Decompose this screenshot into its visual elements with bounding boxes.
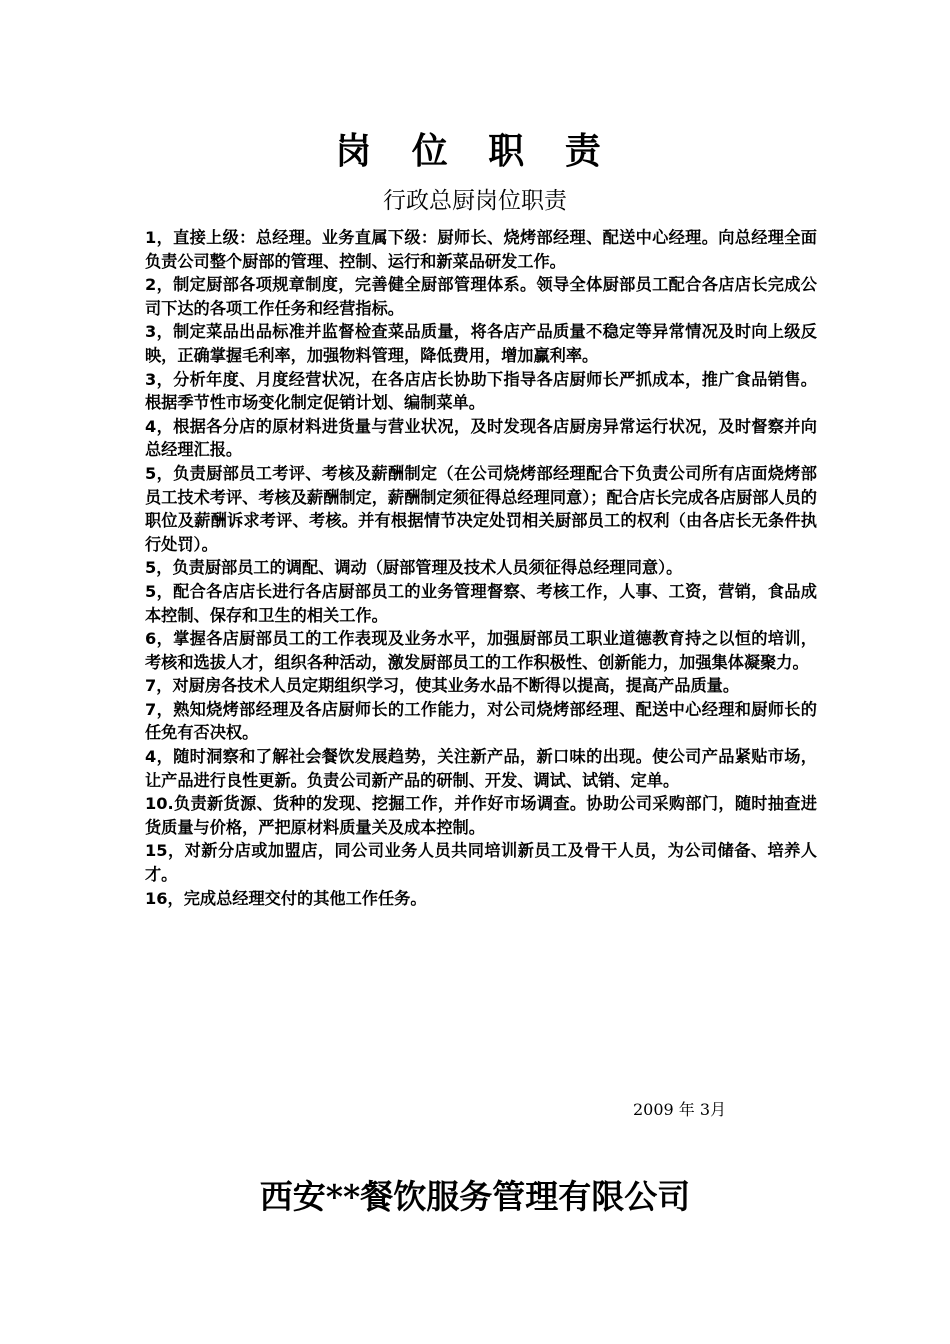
duty-item-11: 7，熟知烧烤部经理及各店厨师长的工作能力，对公司烧烤部经理、配送中心经理和厨师长的任免有否决权。 bbox=[145, 699, 817, 743]
duty-item-9: 6，掌握各店厨部员工的工作表现及业务水平，加强厨部员工职业道德教育持之以恒的培训，考核和选拔人才，组织各种活动，激发厨部员工的工作积极性、创新能力，加强集体凝聚力。 bbox=[145, 629, 817, 672]
page-subtitle: 行政总厨岗位职责 bbox=[383, 188, 567, 214]
duty-item-5: 4，根据各分店的原材料进货量与营业状况，及时发现各店厨房异常运行状况，及时督察并向总经理汇报。 bbox=[145, 416, 817, 460]
duty-item-12: 4，随时洞察和了解社会餐饮发展趋势，关注新产品，新口味的出现。使公司产品紧贴市场，让产品进行良性更新。负责公司新产品的研制、开发、调试、试销、定单。 bbox=[145, 747, 817, 790]
duty-item-10: 7，对厨房各技术人员定期组织学习，使其业务水品不断得以提高，提高产品质量。 bbox=[145, 676, 740, 696]
duty-item-1: 1，直接上级：总经理。业务直属下级：厨师长、烧烤部经理、配送中心经理。向总经理全面负责公司整个厨部的管理、控制、运行和新菜品研发工作。 bbox=[145, 228, 817, 271]
duty-list bbox=[145, 226, 817, 910]
duty-item-3: 3，制定菜品出品标准并监督检查菜品质量，将各店产品质量不稳定等异常情况及时向上级反映，正确掌握毛利率，加强物料管理，降低费用，增加赢利率。 bbox=[145, 322, 817, 365]
duty-item-4: 3，分析年度、月度经营状况，在各店店长协助下指导各店厨师长严抓成本，推广食品销售。根据季节性市场变化制定促销计划、编制菜单。 bbox=[145, 369, 817, 413]
duty-item-7: 5，负责厨部员工的调配、调动（厨部管理及技术人员须征得总经理同意）。 bbox=[145, 558, 683, 578]
duty-item-15: 16，完成总经理交付的其他工作任务。 bbox=[145, 888, 427, 908]
duty-item-2: 2，制定厨部各项规章制度，完善健全厨部管理体系。领导全体厨部员工配合各店店长完成公司下达的各项工作任务和经营指标。 bbox=[145, 275, 817, 318]
page-title: 岗 位 职 责 bbox=[335, 130, 615, 172]
document-date: 2009 年 3月 bbox=[633, 1100, 727, 1119]
company-name: 西安**餐饮服务管理有限公司 bbox=[259, 1177, 691, 1216]
duty-item-14: 15，对新分店或加盟店，同公司业务人员共同培训新员工及骨干人员，为公司储备、培养人才。 bbox=[145, 841, 817, 885]
duty-item-13: 10.负责新货源、货种的发现、挖掘工作，并作好市场调查。协助公司采购部门，随时抽查进货质量与价格，严把原材料质量关及成本控制。 bbox=[145, 794, 817, 837]
duty-item-8: 5，配合各店店长进行各店厨部员工的业务管理督察、考核工作，人事、工资，营销，食品成本控制、保存和卫生的相关工作。 bbox=[145, 581, 817, 625]
duty-item-6: 5，负责厨部员工考评、考核及薪酬制定（在公司烧烤部经理配合下负责公司所有店面烧烤部员工技术考评、考核及薪酬制定，薪酬制定须征得总经理同意）；配合店长完成各店厨部人员的职位及薪酬诉求考评、考核。并有根据情节决定处罚相关厨部员工的权利（由各店长无条件执行处罚）。 bbox=[145, 463, 817, 554]
